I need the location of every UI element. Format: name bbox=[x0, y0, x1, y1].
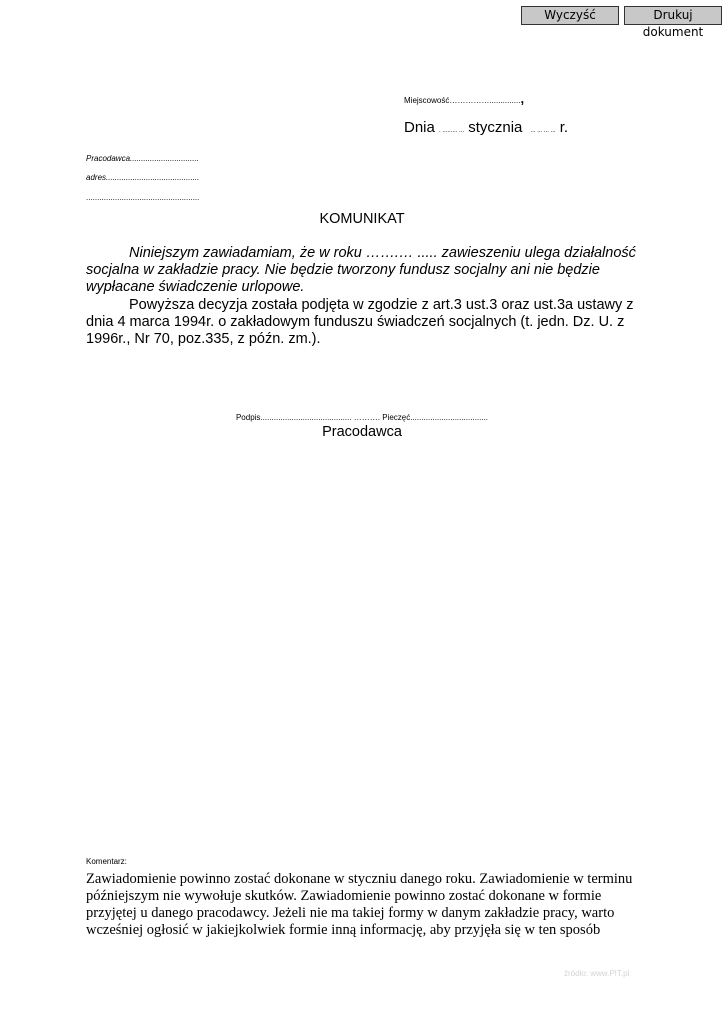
employer-address-extra-field[interactable]: ................................................... bbox=[86, 193, 200, 202]
signature-role: Pracodawca bbox=[322, 424, 402, 440]
place-dots: …………….............. bbox=[449, 96, 521, 105]
comment-text: Zawiadomienie powinno zostać dokonane w styczniu danego roku. Zawiadomienie w terminu późniejszym nie wywołuje skutków. Zawiadomienie powinno zostać dokonane w formie przyjętej u danego pracodawcy. Jeżeli nie ma takiej formy w danym zakładzie pracy, warto wcześniej ogłosić w jakiejkolwiek formie inną informację, aby przyjęła się w ten sposób bbox=[86, 871, 633, 938]
paragraph-1 bbox=[86, 245, 638, 296]
source-watermark: źródło: www.PIT.pl bbox=[564, 969, 630, 978]
employer-name-field[interactable]: Pracodawca............................... bbox=[86, 154, 199, 163]
paragraph-2: Powyższa decyzja została podjęta w zgodzie z art.3 ust.3 oraz ust.3a ustawy z dnia 4 marca 1994r. o zakładowym funduszu świadczeń socjalnych (t. jedn. Dz. U. z 1996r., Nr 70, poz.335, z późn. zm.). bbox=[86, 297, 634, 347]
paragraph-1-prefix: Niniejszym zawiadamiam, że w roku bbox=[129, 245, 362, 261]
paragraph-1-rest: zawieszeniu ulega działalność socjalna w zakładzie pracy. Nie będzie tworzony fundusz socjalny ani nie będzie wypłacane świadczenie urlopowe. bbox=[86, 245, 636, 295]
toolbar bbox=[521, 6, 722, 39]
comment-label: Komentarz: bbox=[86, 857, 127, 866]
day-label: Dnia bbox=[404, 119, 435, 136]
year-field[interactable]: …….… ..... bbox=[365, 245, 438, 261]
date-field[interactable] bbox=[404, 119, 568, 136]
month-text: stycznia bbox=[468, 119, 523, 136]
employer-address-field[interactable]: adres.......................................... bbox=[86, 173, 200, 182]
place-comma: , bbox=[520, 91, 525, 106]
year-dots: ... ... ... ... bbox=[530, 128, 556, 134]
day-dots: . ......... ... bbox=[439, 128, 465, 134]
document-title: KOMUNIKAT bbox=[319, 211, 405, 227]
signature-line: Podpis......................................... ………. Pieczęć................................... bbox=[235, 413, 489, 422]
print-document-button[interactable]: Drukuj dokument bbox=[624, 6, 722, 25]
clear-button[interactable]: Wyczyść bbox=[521, 6, 619, 25]
place-label: Miejscowość bbox=[404, 96, 450, 105]
place-field[interactable] bbox=[404, 91, 524, 106]
year-suffix: r. bbox=[559, 119, 569, 136]
